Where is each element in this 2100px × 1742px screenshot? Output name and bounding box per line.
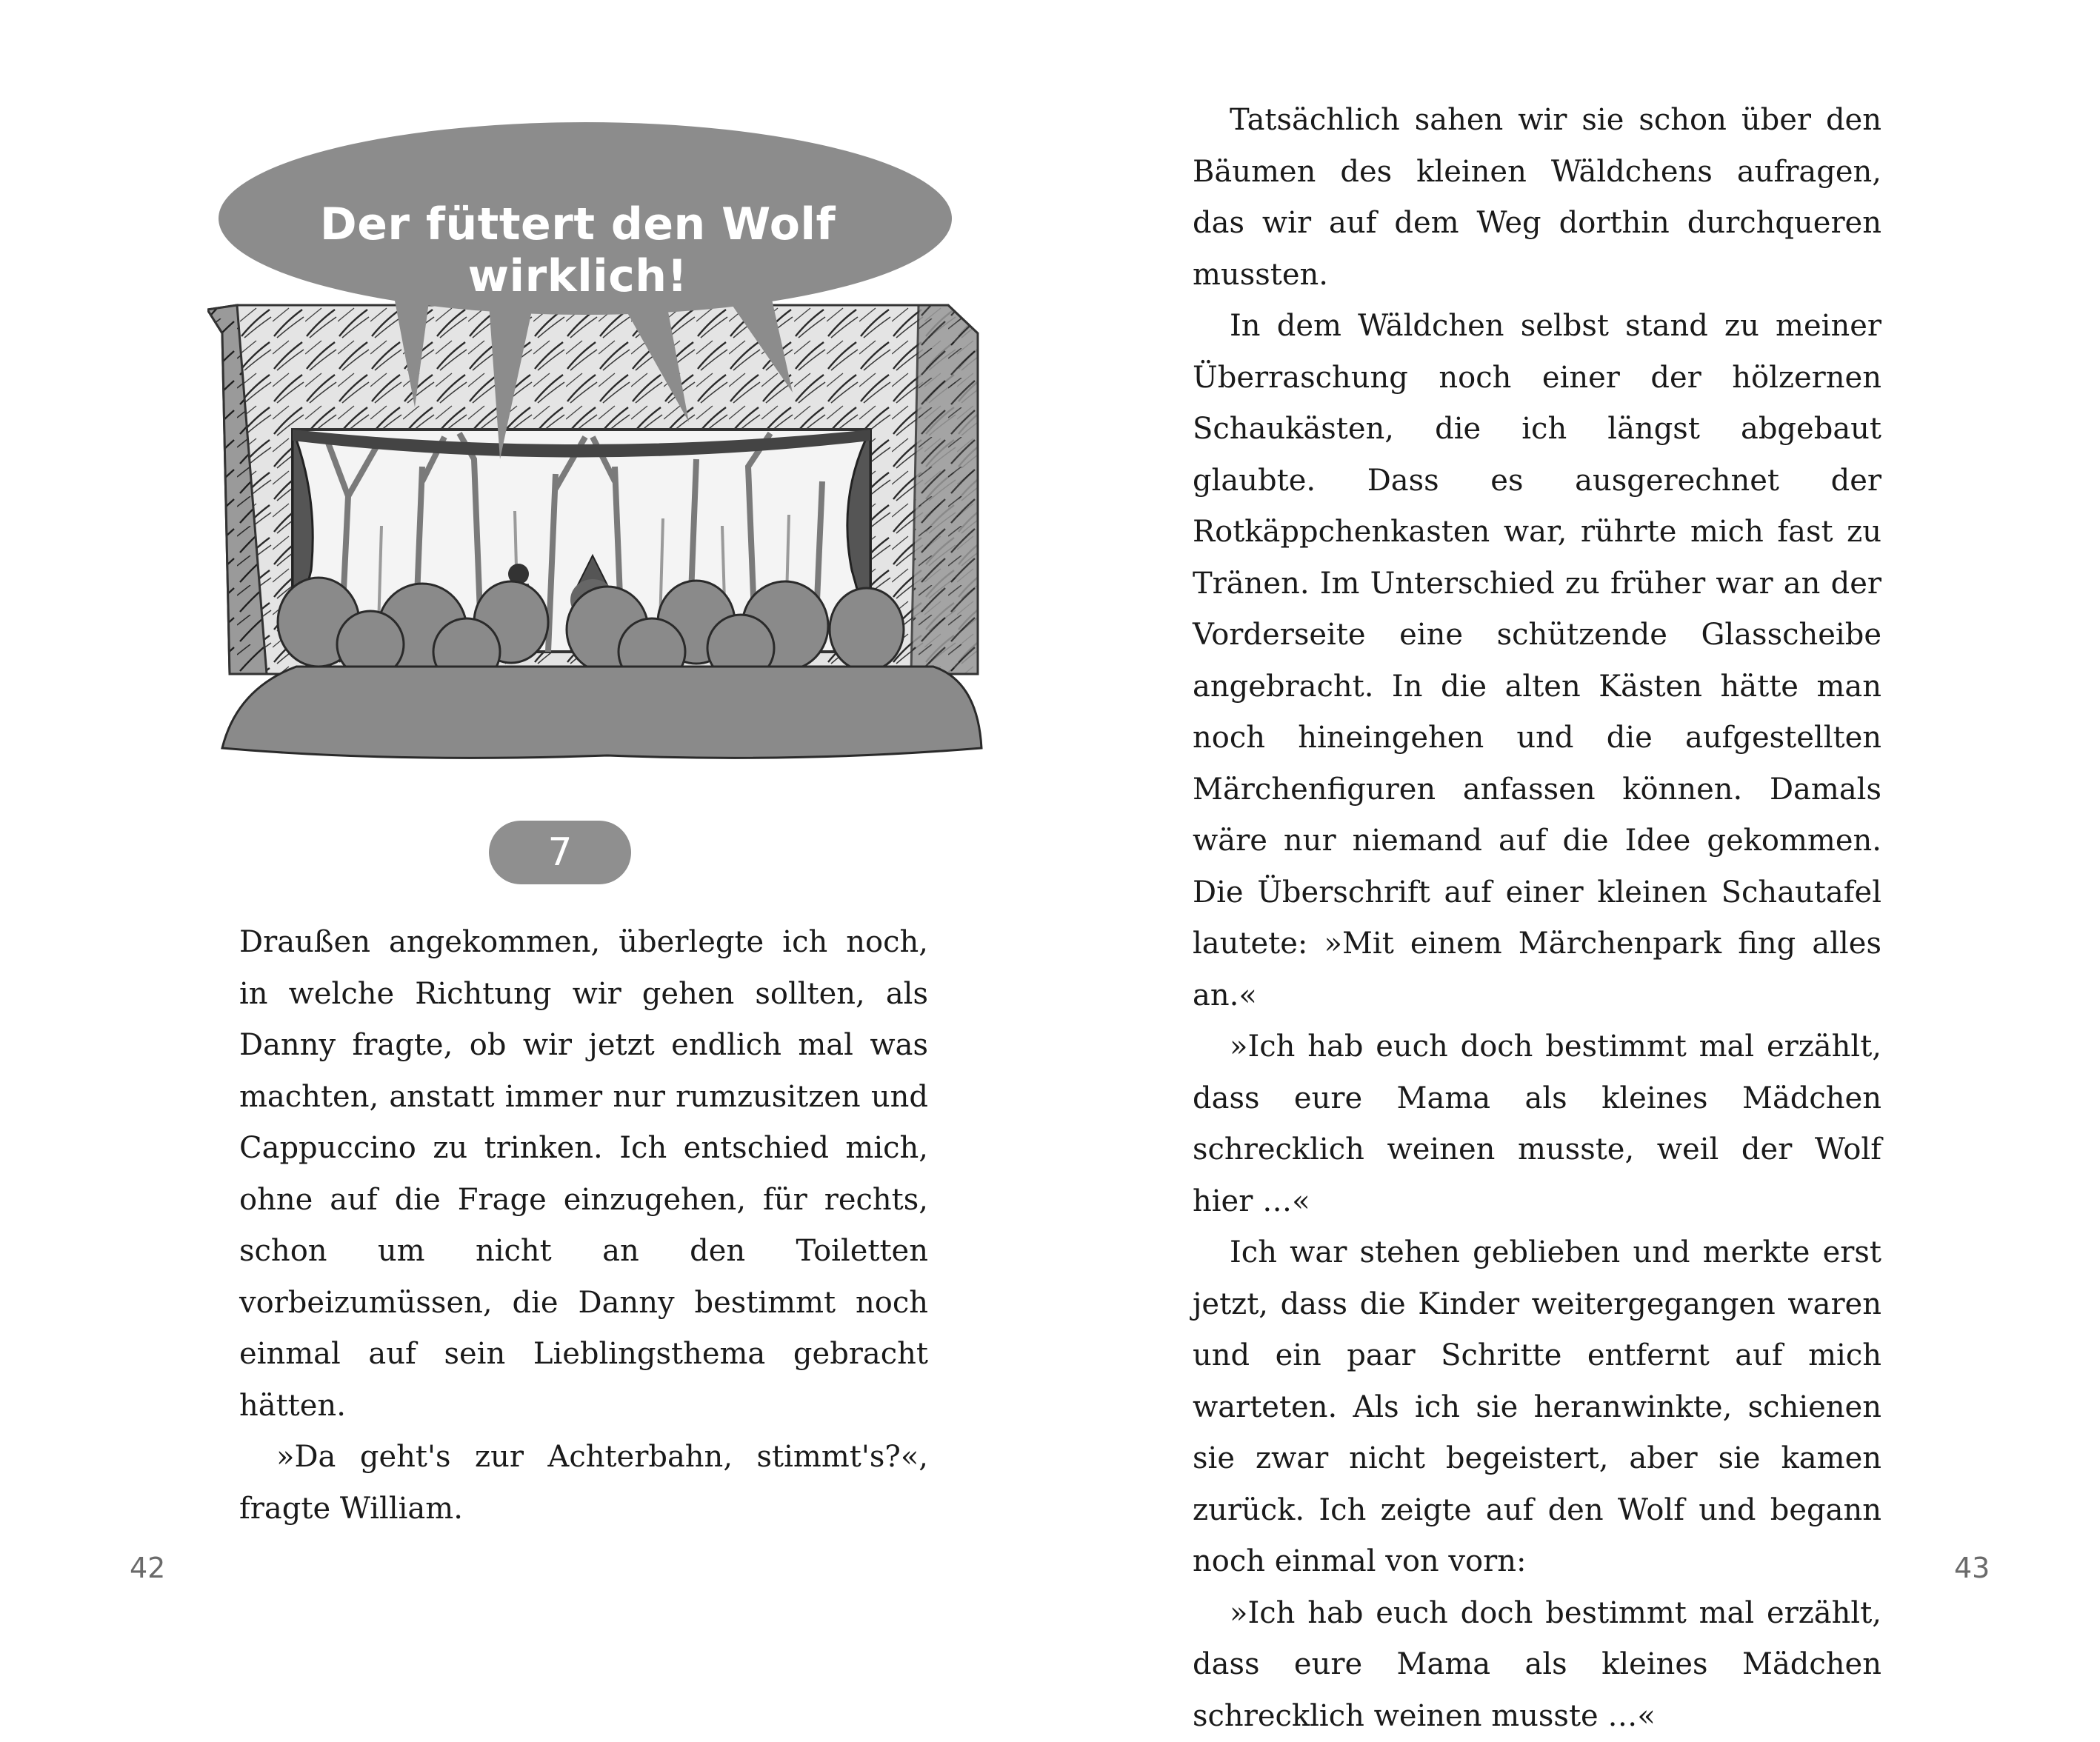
page-number-right: 43 [1954, 1552, 1990, 1584]
paragraph: Ich war stehen geblieben und merkte erst jetzt, dass die Kinder weitergegangen waren und ein paar Schritte entfernt auf mich warteten. Als ich sie heranwinkte, schienen sie zwar nicht begeistert, aber sie kamen zurück. Ich zeigte auf den Wolf und begann noch einmal von vorn: [1193, 1227, 1881, 1588]
paragraph: »Da geht's zur Achterbahn, stimmt's?«, fragte William. [239, 1432, 928, 1535]
chapter-number-badge: 7 [489, 821, 631, 884]
paragraph: »Ich hab euch doch bestimmt mal erzählt, dass eure Mama als kleines Mädchen schrecklich weinen musste, weil der Wolf hier …« [1193, 1021, 1881, 1227]
paragraph: In dem Wäldchen selbst stand zu meiner Überraschung noch einer der hölzernen Schaukästen, die ich längst abgebaut glaubte. Dass es ausgerechnet der Rotkäppchenkasten war, rührte mich fast zu Tränen. Im Unterschied zu früher war an der Vorderseite eine schützende Glasscheibe angebracht. In die alten Kästen hätte man noch hineingehen und die aufgestellten Märchenfiguren anfassen können. Damals wäre nur niemand auf die Idee gekommen. Die Überschrift auf einer kleinen Schautafel lautete: »Mit einem Märchenpark fing alles an.« [1193, 301, 1881, 1021]
left-page-text [239, 917, 928, 1535]
stage-illustration [207, 111, 993, 778]
paragraph: Tatsächlich sahen wir sie schon über den Bäumen des kleinen Wäldchens aufragen, das wir auf dem Weg dorthin durchqueren mussten. [1193, 95, 1881, 301]
right-page-text [1193, 95, 1881, 1742]
page-number-left: 42 [130, 1552, 165, 1584]
paragraph: »Ich hab euch doch bestimmt mal erzählt, dass eure Mama als kleines Mädchen schrecklich weinen musste …« [1193, 1588, 1881, 1742]
speech-bubble-text: Der füttert den Wolf wirklich! [281, 198, 874, 302]
paragraph: Draußen angekommen, überlegte ich noch, in welche Richtung wir gehen sollten, als Danny fragte, ob wir jetzt endlich mal was machten, anstatt immer nur rumzusitzen und Cappuccino zu trinken. Ich entschied mich, ohne auf die Frage einzugehen, für rechts, schon um nicht an den Toiletten vorbeizumüssen, die Danny bestimmt noch einmal auf sein Lieblingsthema gebracht hätten. [239, 917, 928, 1432]
